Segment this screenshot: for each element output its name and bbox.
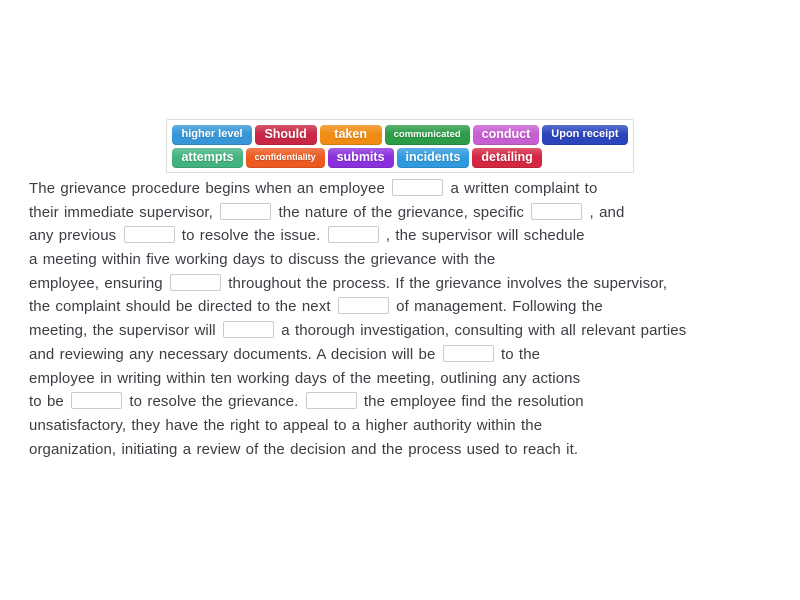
answer-blank[interactable] (220, 203, 271, 220)
passage-text: the employee find the resolution (358, 393, 584, 411)
word-chip-taken[interactable]: taken (320, 125, 382, 145)
passage-text: a thorough investigation, consulting with all relevant parties (275, 322, 687, 340)
word-chip-incidents[interactable]: incidents (397, 148, 470, 168)
passage-line-9 (29, 367, 790, 391)
passage-text: , the supervisor will schedule (380, 227, 585, 245)
passage-text: unsatisfactory, they have the right to appeal to a higher authority within the (29, 416, 543, 434)
word-chip-attempts[interactable]: attempts (172, 148, 242, 168)
word-bank-row-2 (171, 146, 629, 169)
answer-blank[interactable] (306, 392, 357, 409)
word-bank (166, 119, 634, 173)
passage-text: and reviewing any necessary documents. A decision will be (29, 345, 441, 363)
answer-blank[interactable] (124, 226, 175, 243)
word-chip-should[interactable]: Should (255, 125, 317, 145)
passage-text: employee, ensuring (29, 274, 168, 292)
word-chip-submits[interactable]: submits (328, 148, 394, 168)
passage-text: to the (495, 345, 541, 363)
answer-blank[interactable] (392, 179, 443, 196)
passage-text: meeting, the supervisor will (29, 322, 221, 340)
passage-line-3 (29, 224, 790, 248)
passage-line-1 (29, 177, 790, 201)
answer-blank[interactable] (531, 203, 582, 220)
passage-text: the complaint should be directed to the next (29, 298, 336, 316)
answer-blank[interactable] (71, 392, 122, 409)
passage-line-2 (29, 201, 790, 225)
passage-line-4 (29, 248, 790, 272)
passage (29, 177, 790, 461)
passage-text: to be (29, 393, 70, 411)
passage-text: any previous (29, 227, 122, 245)
passage-text: to resolve the issue. (176, 227, 326, 245)
passage-text: organization, initiating a review of the decision and the process used to reach it. (29, 440, 579, 458)
passage-line-12 (29, 438, 790, 462)
passage-line-6 (29, 295, 790, 319)
passage-text: The grievance procedure begins when an employee (29, 180, 391, 197)
passage-text: throughout the process. If the grievance involves the supervisor, (222, 274, 668, 292)
passage-line-10 (29, 390, 790, 414)
passage-text: the nature of the grievance, specific (273, 203, 530, 221)
passage-line-8 (29, 343, 790, 367)
word-bank-row-1 (171, 123, 629, 146)
passage-text: their immediate supervisor, (29, 203, 219, 221)
passage-text: , and (584, 203, 625, 221)
word-chip-upon-receipt[interactable]: Upon receipt (542, 125, 627, 145)
word-chip-detailing[interactable]: detailing (472, 148, 541, 168)
answer-blank[interactable] (223, 321, 274, 338)
passage-text: employee in writing within ten working days of the meeting, outlining any actions (29, 369, 581, 387)
passage-line-7 (29, 319, 790, 343)
passage-line-5 (29, 272, 790, 296)
word-bank-wrapper (0, 119, 800, 173)
word-chip-communicated[interactable]: communicated (385, 125, 470, 145)
answer-blank[interactable] (328, 226, 379, 243)
word-chip-higher-level[interactable]: higher level (172, 125, 251, 145)
answer-blank[interactable] (443, 345, 494, 362)
passage-text: of management. Following the (390, 298, 603, 316)
passage-line-11 (29, 414, 790, 438)
word-chip-conduct[interactable]: conduct (473, 125, 540, 145)
answer-blank[interactable] (338, 297, 389, 314)
passage-text: to resolve the grievance. (124, 393, 304, 411)
word-chip-confidentiality[interactable]: confidentiality (246, 148, 325, 168)
answer-blank[interactable] (170, 274, 221, 291)
passage-text: a meeting within five working days to discuss the grievance with the (29, 251, 496, 269)
passage-text: a written complaint to (445, 180, 598, 197)
